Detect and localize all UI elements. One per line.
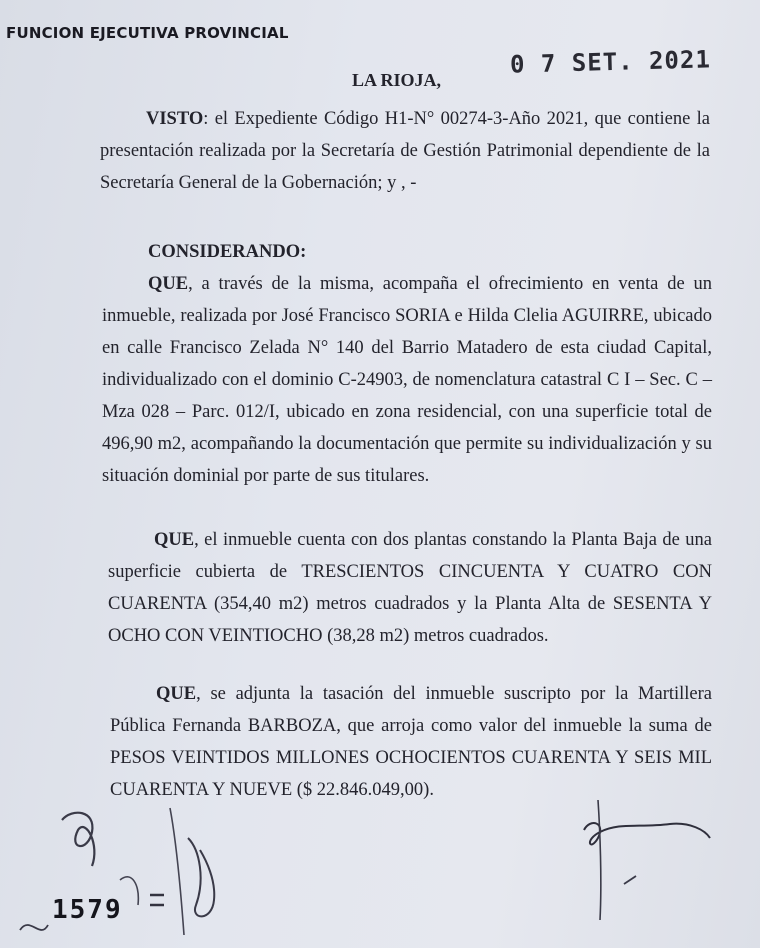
que-label-2: QUE	[154, 530, 195, 550]
visto-label: VISTO	[146, 109, 204, 129]
considerando-heading: CONSIDERANDO:	[148, 242, 307, 262]
institution-header: FUNCION EJECUTIVA PROVINCIAL	[6, 24, 289, 42]
folio-number: 1579	[52, 895, 123, 925]
visto-text: : el Expediente Código H1-N° 00274-3-Año 2021, que contiene la presentación realizada por la Secretaría de Gestión Patrimonial dependiente de la Secretaría General de la Gobernación; y , -	[100, 109, 710, 193]
date-stamp: 0 7 SET. 2021	[509, 45, 712, 79]
que-text-1: , a través de la misma, acompaña el ofrecimiento en venta de un inmueble, realizada por José Francisco SORIA e Hilda Clelia AGUIRRE, ubicado en calle Francisco Zelada N° 140 del Barrio Matadero de esta ciudad Capital, individualizado con el dominio C-24903, de nomenclatura catastral C I – Sec. C – Mza 028 – Parc. 012/I, ubicado en zona residencial, con una superficie total de 496,90 m2, acompañando la documentación que permite su individualización y su situación dominial por parte de sus titulares.	[102, 274, 712, 486]
que-label-1: QUE	[148, 274, 189, 294]
que-text-3: , se adjunta la tasación del inmueble suscripto por la Martillera Pública Fernanda BARBOZA, que arroja como valor del inmueble la suma de PESOS VEINTIDOS MILLONES OCHOCIENTOS CUARENTA Y SEIS MIL CUARENTA Y NUEVE ($ 22.846.049,00).	[110, 684, 712, 800]
que-label-3: QUE	[156, 684, 197, 704]
place-heading: LA RIOJA,	[352, 70, 442, 90]
que-text-2: , el inmueble cuenta con dos plantas constando la Planta Baja de una superficie cubierta de TRESCIENTOS CINCUENTA Y CUATRO CON CUARENTA (354,40 m2) metros cuadrados y la Planta Alta de SESENTA Y OCHO CON VEINTIOCHO (38,28 m2) metros cuadrados.	[108, 530, 712, 646]
